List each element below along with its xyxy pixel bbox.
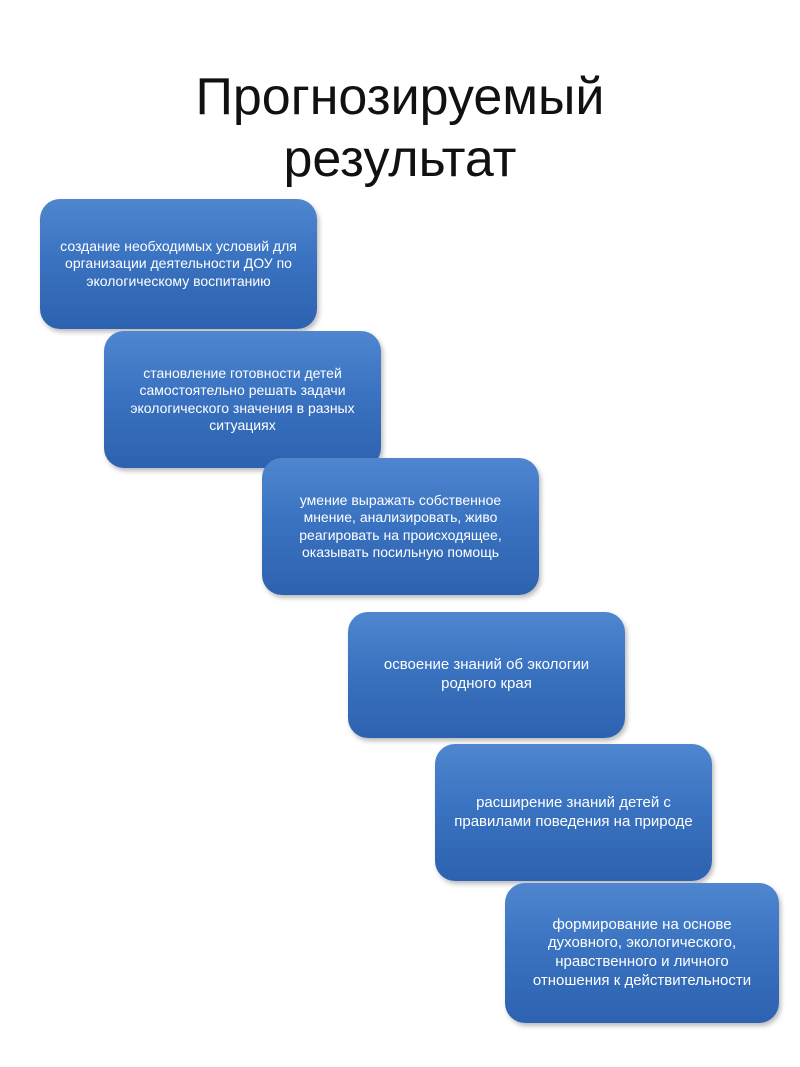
- step-box-5: [435, 744, 712, 881]
- step-text-2: становление готовности детей самостоятельно решать задачи экологического значения в разных ситуациях: [130, 364, 355, 433]
- step-box-3: [262, 458, 539, 595]
- slide-title-line-1: Прогнозируемый: [195, 68, 605, 126]
- slide-title-line-2: результат: [283, 130, 517, 188]
- step-text-5: расширение знаний детей с правилами поведения на природе: [454, 793, 693, 830]
- step-box-2: [104, 331, 381, 468]
- step-box-6: [505, 883, 779, 1023]
- step-text-4: освоение знаний об экологии родного края: [383, 656, 590, 692]
- slide-title: [0, 66, 800, 190]
- step-text-3: умение выражать собственное мнение, анализировать, живо реагировать на происходящее, оказывать посильную помощь: [299, 491, 502, 560]
- step-box-4: [348, 612, 625, 738]
- step-text-6: формирование на основе духовного, экологического, нравственного и личного отношения к действительности: [532, 915, 752, 989]
- step-box-1: [40, 199, 317, 329]
- step-text-1: создание необходимых условий для организации деятельности ДОУ по экологическому воспитанию: [60, 237, 297, 289]
